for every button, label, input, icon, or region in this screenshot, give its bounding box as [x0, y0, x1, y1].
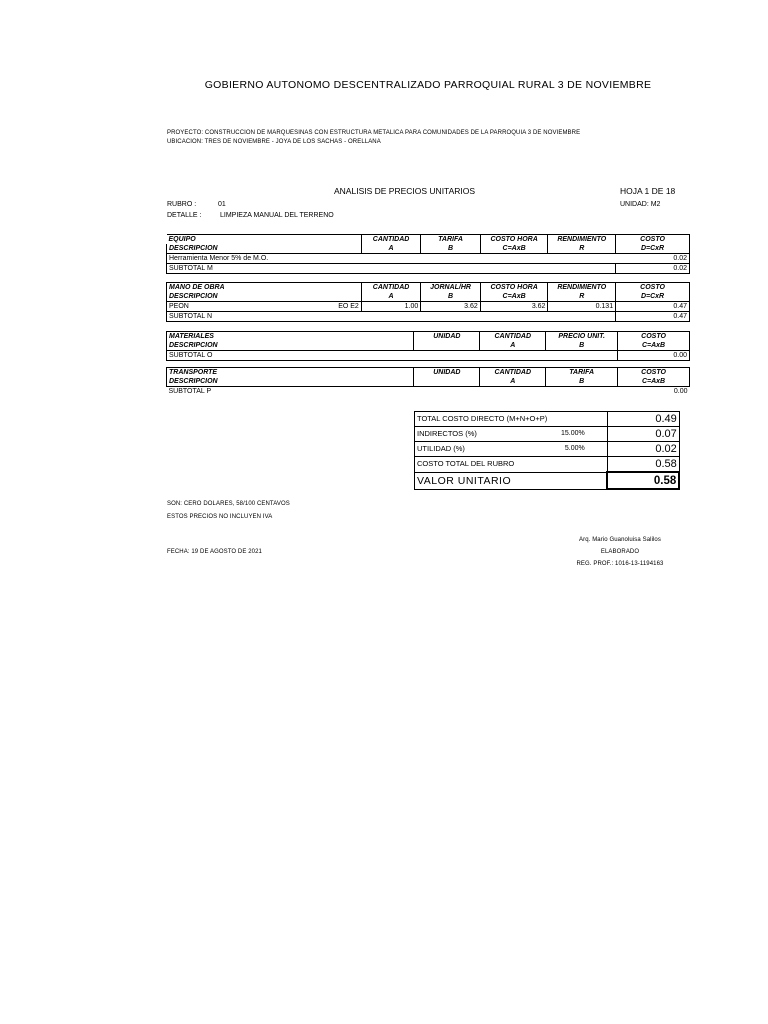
- indirectos-pct: 15.00%: [559, 427, 607, 442]
- col-d: D=CxR: [616, 292, 690, 302]
- subtotal-row: [167, 264, 690, 274]
- col-descripcion: DESCRIPCION: [167, 292, 362, 302]
- utilidad-value: 0.02: [607, 442, 679, 457]
- signature-name: Arq. Mario Guanoluisa Salilos: [579, 537, 661, 543]
- peon-cantidad: 1.00: [361, 302, 420, 312]
- indirectos-label: INDIRECTOS (%): [415, 427, 560, 442]
- col-r: R: [548, 292, 616, 302]
- peon-desc: PEON: [167, 302, 305, 312]
- col-costo: COSTO: [616, 283, 690, 293]
- col-d: D=CxR: [616, 244, 690, 254]
- peon-costo: 0.47: [616, 302, 690, 312]
- col-precio-unit: PRECIO UNIT.: [546, 332, 618, 342]
- col-a: A: [480, 377, 546, 387]
- peon-code: EO E2: [305, 302, 361, 312]
- costo-total-value: 0.58: [607, 457, 679, 473]
- subtotal-n-label: SUBTOTAL N: [167, 312, 616, 322]
- col-c: C=AxB: [618, 341, 690, 351]
- fecha-line: FECHA: 19 DE AGOSTO DE 2021: [167, 549, 262, 555]
- col-unidad: UNIDAD: [414, 332, 480, 342]
- subtotal-p-label: SUBTOTAL P: [168, 388, 212, 395]
- peon-costo-hora: 3.62: [480, 302, 548, 312]
- table-row: [167, 302, 690, 312]
- subtotal-p-value: 0.00: [673, 388, 688, 395]
- col-costo: COSTO: [618, 332, 690, 342]
- total-directo-value: 0.49: [607, 412, 679, 427]
- col-r: R: [548, 244, 616, 254]
- col-costo-hora: COSTO HORA: [480, 235, 548, 245]
- detalle-value: LIMPIEZA MANUAL DEL TERRENO: [220, 212, 334, 219]
- col-a: A: [361, 244, 420, 254]
- col-jornal: JORNAL/HR: [421, 283, 480, 293]
- estos-precios-line: ESTOS PRECIOS NO INCLUYEN IVA: [167, 514, 273, 520]
- mano-header: MANO DE OBRA: [167, 283, 362, 293]
- subtotal-o-label: SUBTOTAL O: [167, 351, 618, 361]
- col-c: C=AxB: [480, 244, 548, 254]
- subtotal-n-value: 0.47: [616, 312, 690, 322]
- mano-obra-table: [166, 282, 690, 322]
- transporte-table: [166, 367, 690, 396]
- detalle-label: DETALLE :: [167, 212, 202, 219]
- col-b: B: [421, 244, 480, 254]
- subtotal-m-label: SUBTOTAL M: [167, 264, 616, 274]
- col-descripcion: DESCRIPCION: [167, 341, 414, 351]
- col-cantidad: CANTIDAD: [361, 235, 420, 245]
- col-b: B: [546, 377, 618, 387]
- equipo-header: EQUIPO: [167, 235, 362, 245]
- col-descripcion: DESCRIPCION: [167, 244, 362, 254]
- transporte-header: TRANSPORTE: [167, 368, 414, 378]
- peon-rendimiento: 0.131: [548, 302, 616, 312]
- col-cantidad: CANTIDAD: [480, 332, 546, 342]
- col-costo: COSTO: [618, 368, 690, 378]
- totals-table: [414, 411, 680, 490]
- col-unidad: UNIDAD: [414, 368, 480, 378]
- peon-jornal: 3.62: [421, 302, 480, 312]
- col-rendimiento: RENDIMIENTO: [548, 283, 616, 293]
- herramienta-cost: 0.02: [616, 254, 690, 264]
- utilidad-pct: 5.00%: [559, 442, 607, 457]
- son-line: SON: CERO DOLARES, 58/100 CENTAVOS: [167, 501, 290, 507]
- ubicacion-line: UBICACION: TRES DE NOVIEMBRE - JOYA DE LOS SACHAS - ORELLANA: [167, 139, 381, 145]
- subtotal-row: [167, 351, 690, 361]
- col-c: C=AxB: [618, 377, 690, 387]
- costo-total-label: COSTO TOTAL DEL RUBRO: [415, 457, 608, 473]
- rubro-label: RUBRO :: [167, 201, 197, 208]
- col-a: A: [361, 292, 420, 302]
- analisis-heading: ANALISIS DE PRECIOS UNITARIOS: [334, 186, 476, 196]
- col-tarifa: TARIFA: [421, 235, 480, 245]
- table-row: [167, 254, 690, 264]
- hoja-label: HOJA 1 DE 18: [620, 186, 676, 196]
- col-cantidad: CANTIDAD: [480, 368, 546, 378]
- col-b: B: [546, 341, 618, 351]
- subtotal-o-value: 0.00: [618, 351, 690, 361]
- col-b: B: [421, 292, 480, 302]
- unidad-label: UNIDAD: M2: [620, 201, 661, 208]
- total-directo-label: TOTAL COSTO DIRECTO (M+N+O+P): [415, 412, 608, 427]
- herramienta-desc: Herramienta Menor 5% de M.O.: [167, 254, 616, 264]
- col-cantidad: CANTIDAD: [361, 283, 420, 293]
- col-rendimiento: RENDIMIENTO: [548, 235, 616, 245]
- signature-reg: REG. PROF.: 1016-13-1194163: [576, 561, 664, 567]
- col-c: C=AxB: [480, 292, 548, 302]
- col-tarifa: TARIFA: [546, 368, 618, 378]
- subtotal-row: [167, 312, 690, 322]
- subtotal-m-value: 0.02: [616, 264, 690, 274]
- col-costo: COSTO: [616, 235, 690, 245]
- materiales-table: [166, 331, 690, 361]
- col-empty: [414, 341, 480, 351]
- col-a: A: [480, 341, 546, 351]
- indirectos-value: 0.07: [607, 427, 679, 442]
- proyecto-line: PROYECTO: CONSTRUCCION DE MARQUESINAS CON ESTRUCTURA METALICA PARA COMUNIDADES DE LA PARROQUIA 3 DE NOVIEMBRE: [167, 130, 581, 136]
- subtotal-row: [167, 387, 690, 397]
- utilidad-label: UTILIDAD (%): [415, 442, 560, 457]
- rubro-value: 01: [218, 201, 226, 208]
- col-descripcion: DESCRIPCION: [167, 377, 414, 387]
- valor-unitario-value: 0.58: [607, 472, 679, 489]
- equipo-table: [166, 234, 690, 274]
- col-costo-hora: COSTO HORA: [480, 283, 548, 293]
- materiales-header: MATERIALES: [167, 332, 414, 342]
- signature-elaborado: ELABORADO: [600, 549, 640, 555]
- valor-unitario-label: VALOR UNITARIO: [415, 472, 608, 489]
- col-empty: [414, 377, 480, 387]
- document-title: GOBIERNO AUTONOMO DESCENTRALIZADO PARROQUIAL RURAL 3 DE NOVIEMBRE: [204, 79, 652, 91]
